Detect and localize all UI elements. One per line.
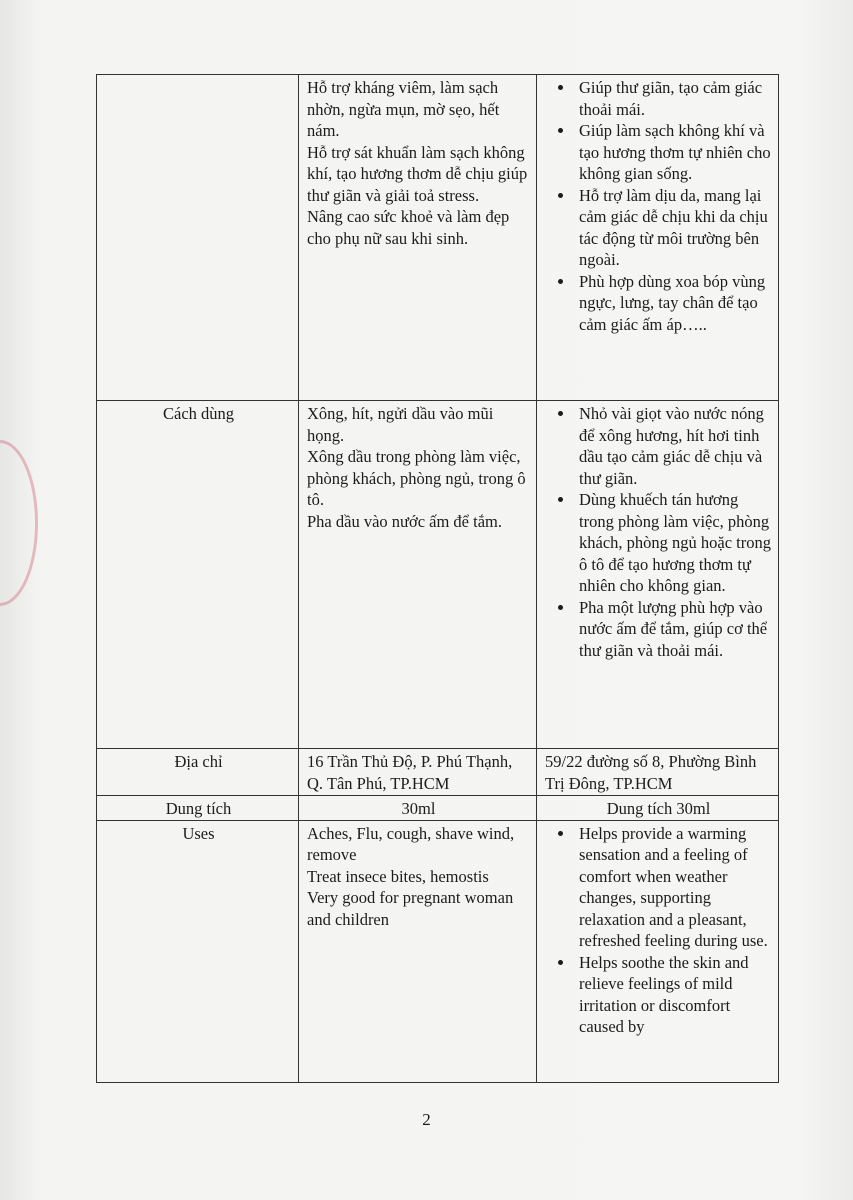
product-b-cell: 59/22 đường số 8, Phường Bình Trị Đông, TP.HCM	[537, 749, 779, 796]
table-row-uses	[97, 820, 779, 1082]
list-item: • Hỗ trợ làm dịu da, mang lại cảm giác dễ chịu khi da chịu tác động từ môi trường bên ngoài.	[575, 185, 772, 271]
list-item: • Dùng khuếch tán hương trong phòng làm việc, phòng khách, phòng ngủ hoặc trong ô tô để tạo hương thơm tự nhiên cho không gian.	[575, 489, 772, 597]
product-a-cell	[299, 75, 537, 401]
cell-line: Treat insece bites, hemostis	[307, 866, 489, 886]
product-b-cell	[537, 75, 779, 401]
row-label: Cách dùng	[97, 401, 299, 749]
list-item: • Phù hợp dùng xoa bóp vùng ngực, lưng, tay chân để tạo cảm giác ấm áp…..	[575, 271, 772, 336]
product-a-cell	[299, 820, 537, 1082]
list-item: • Helps soothe the skin and relieve feelings of mild irritation or discomfort caused by	[575, 952, 772, 1038]
list-item: • Pha một lượng phù hợp vào nước ấm để tắm, giúp cơ thể thư giãn và thoải mái.	[575, 597, 772, 662]
table-row-address	[97, 749, 779, 796]
product-b-cell	[537, 820, 779, 1082]
product-a-cell	[299, 401, 537, 749]
row-label	[97, 75, 299, 401]
cell-line: Xông, hít, ngửi dầu vào mũi họng.	[307, 404, 494, 445]
cell-line: Aches, Flu, cough, shave wind, remove	[307, 823, 515, 864]
list-item: • Giúp thư giãn, tạo cảm giác thoải mái.	[575, 77, 772, 120]
cell-line: Hỗ trợ kháng viêm, làm sạch nhờn, ngừa mụn, mờ sẹo, hết nám.	[307, 78, 500, 140]
bullet-list	[545, 77, 772, 335]
cell-line: Xông dầu trong phòng làm việc, phòng khách, phòng ngủ, trong ô tô.	[307, 447, 526, 509]
bullet-list	[545, 823, 772, 1038]
bullet-list	[545, 403, 772, 661]
table-row-usage	[97, 401, 779, 749]
cell-line: Nâng cao sức khoẻ và làm đẹp cho phụ nữ sau khi sinh.	[307, 207, 510, 248]
cell-line: Very good for pregnant woman and children	[307, 888, 514, 929]
row-label: Địa chỉ	[97, 749, 299, 796]
row-label: Dung tích	[97, 796, 299, 821]
list-item: • Helps provide a warming sensation and a feeling of comfort when weather changes, supporting relaxation and a pleasant, refreshed feeling during use.	[575, 823, 772, 952]
product-b-cell	[537, 401, 779, 749]
product-b-cell: Dung tích 30ml	[537, 796, 779, 821]
list-item: • Giúp làm sạch không khí và tạo hương thơm tự nhiên cho không gian sống.	[575, 120, 772, 185]
cell-line: Hỗ trợ sát khuẩn làm sạch không khí, tạo hương thơm dễ chịu giúp thư giãn và giải toả stress.	[307, 142, 528, 205]
product-a-cell: 30ml	[299, 796, 537, 821]
cell-line: Pha dầu vào nước ấm để tắm.	[307, 511, 502, 531]
table-row-volume	[97, 796, 779, 821]
table-row-benefits	[97, 75, 779, 401]
row-label: Uses	[97, 820, 299, 1082]
product-a-cell: 16 Trần Thủ Độ, P. Phú Thạnh, Q. Tân Phú, TP.HCM	[299, 749, 537, 796]
comparison-table	[96, 74, 779, 1083]
list-item: • Nhỏ vài giọt vào nước nóng để xông hương, hít hơi tinh dầu tạo cảm giác dễ chịu và thư giãn.	[575, 403, 772, 489]
page-number: 2	[422, 1110, 431, 1129]
